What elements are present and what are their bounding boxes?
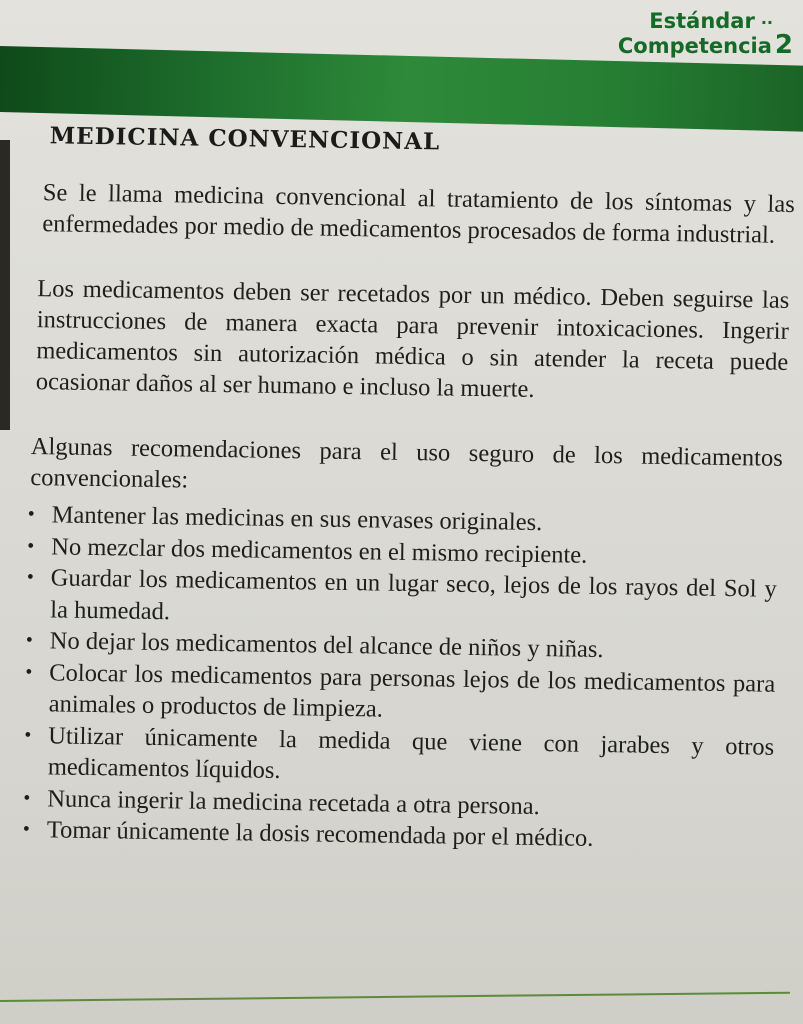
- list-item: • Nunca ingerir la medicina recetada a otra persona.: [21, 782, 773, 825]
- list-item: • Colocar los medicamentos para personas lejos de los medicamentos para animales o productos de limpieza.: [23, 656, 776, 731]
- paragraph-recommendations-intro: Algunas recomendaciones para el uso seguro de los medicamentos convencionales:: [30, 433, 783, 494]
- footer-green-line: [0, 992, 790, 1002]
- list-item: • No dejar los medicamentos del alcance de niños y niñas.: [24, 625, 776, 668]
- bullet-icon: •: [24, 723, 32, 746]
- bullet-icon: •: [22, 817, 31, 841]
- paragraph-definition: Se le llama medicina convencional al tratamiento de los síntomas y las enfermedades por medio de medicamentos procesados de forma industrial.: [42, 179, 795, 249]
- list-item: • Mantener las medicinas en sus envases originales.: [26, 499, 778, 542]
- bullet-icon: •: [23, 786, 31, 809]
- bullet-icon: •: [25, 660, 33, 683]
- competency-number: 2: [774, 30, 793, 61]
- section-title: MEDICINA CONVENCIONAL: [49, 122, 441, 156]
- list-item: • Utilizar únicamente la medida que viene con jarabes y otros medicamentos líquidos.: [22, 719, 775, 794]
- competency-label: Competencia 2: [617, 30, 793, 61]
- bullet-icon: •: [25, 628, 33, 652]
- bullet-icon: •: [26, 565, 34, 589]
- recommendations-list: [21, 499, 778, 857]
- standard-label: Estándar ··: [649, 9, 773, 33]
- list-item: • Tomar únicamente la dosis recomendada por el médico.: [21, 814, 773, 857]
- standard-competency-label: [618, 10, 793, 59]
- list-item: • No mezclar dos medicamentos en el mismo recipiente.: [25, 530, 777, 573]
- left-margin-bar: [0, 140, 10, 430]
- bullet-icon: •: [27, 502, 35, 526]
- list-item: • Guardar los medicamentos en un lugar seco, lejos de los rayos del Sol y la humedad.: [24, 562, 777, 637]
- header-dots: ··: [760, 13, 773, 32]
- page-content: [21, 118, 802, 858]
- paragraph-prescription: Los medicamentos deben ser recetados por un médico. Deben seguirse las instrucciones de manera exacta para prevenir intoxicaciones. Ingerir medicamentos sin autorización médica o sin atender la receta puede ocasionar daños al ser humano e incluso la muerte.: [35, 275, 790, 403]
- bullet-icon: •: [27, 534, 35, 557]
